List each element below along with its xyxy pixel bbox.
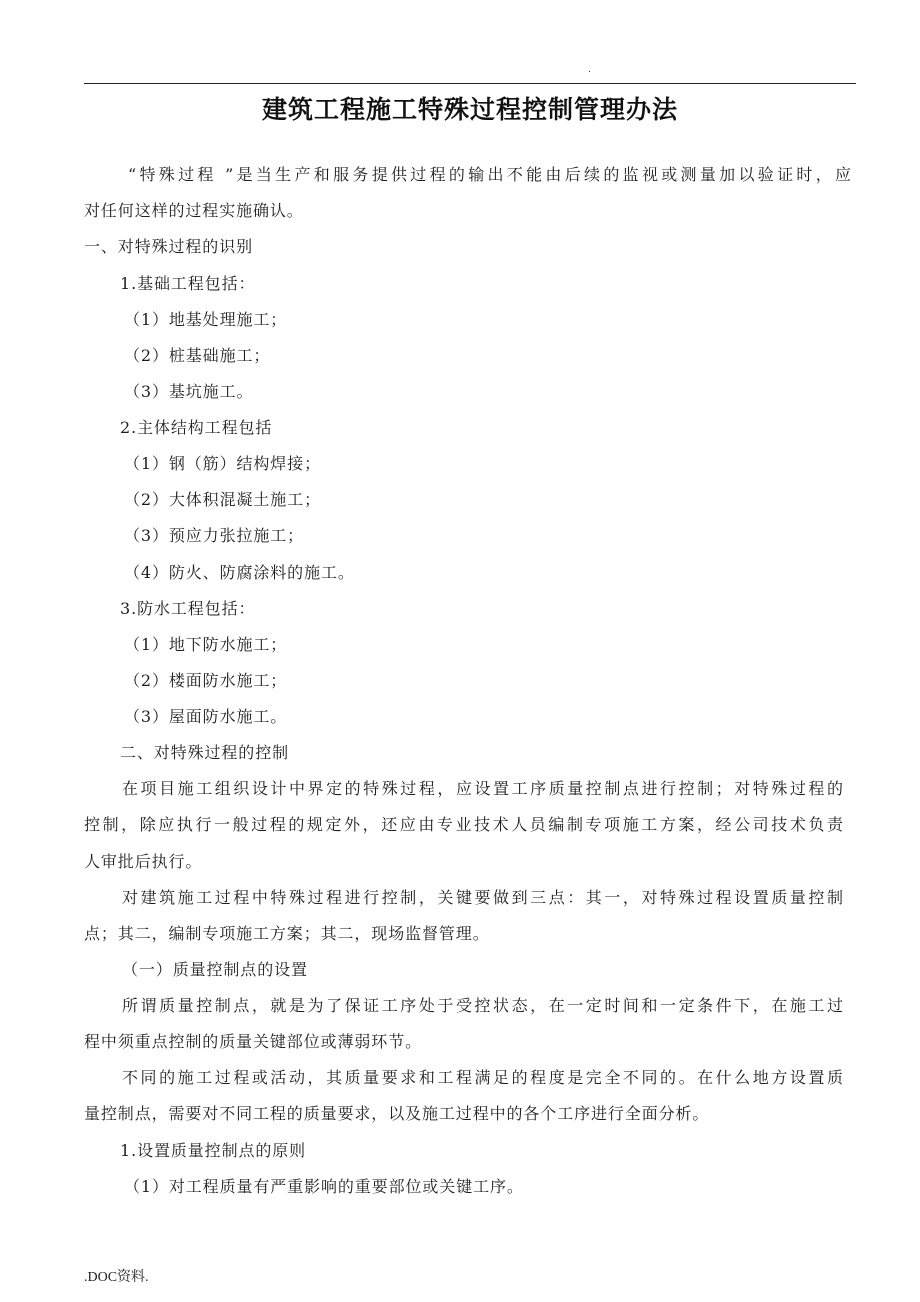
paragraph-line: 程中须重点控制的质量关键部位或薄弱环节。 (84, 1032, 423, 1051)
list-item: （1）钢（筋）结构焊接； (124, 454, 321, 473)
subsection-heading: 3.防水工程包括： (120, 599, 256, 618)
paragraph-line: 量控制点，需要对不同工程的质量要求，以及施工过程中的各个工序进行全面分析。 (84, 1104, 710, 1123)
section-heading: 二、对特殊过程的控制 (120, 743, 290, 762)
document-title: 建筑工程施工特殊过程控制管理办法 (261, 95, 678, 124)
subsection-heading: 2.主体结构工程包括 (120, 418, 273, 437)
list-item: （3）预应力张拉施工； (124, 526, 305, 545)
list-item: （1）对工程质量有严重影响的重要部位或关键工序。 (124, 1177, 524, 1196)
header-dot: . (588, 65, 591, 75)
list-item: （4）防火、防腐涂料的施工。 (124, 563, 355, 582)
paragraph-line: “特殊过程 ”是当生产和服务提供过程的输出不能由后续的监视或测量加以验证时，应 (128, 165, 851, 184)
list-item: （3）基坑施工。 (124, 382, 254, 401)
paragraph-line: 在项目施工组织设计中界定的特殊过程，应设置工序质量控制点进行控制；对特殊过程的 (122, 779, 843, 798)
paragraph-line: 对建筑施工过程中特殊过程进行控制，关键要做到三点：其一，对特殊过程设置质量控制 (122, 888, 843, 907)
paragraph-line: 不同的施工过程或活动，其质量要求和工程满足的程度是完全不同的。在什么地方设置质 (122, 1068, 843, 1087)
subsection-heading: （一）质量控制点的设置 (122, 960, 308, 979)
list-item: （1）地基处理施工； (124, 310, 288, 329)
subsection-heading: 1.设置质量控制点的原则 (120, 1141, 307, 1160)
subsection-heading: 1.基础工程包括： (120, 274, 256, 293)
paragraph-line: 点；其二，编制专项施工方案；其二，现场监督管理。 (84, 924, 490, 943)
list-item: （2）桩基础施工； (124, 346, 271, 365)
paragraph-line: 所谓质量控制点，就是为了保证工序处于受控状态，在一定时间和一定条件下，在施工过 (122, 996, 843, 1015)
page-footer: .DOC资料. (84, 1270, 149, 1285)
paragraph-line: 人审批后执行。 (84, 852, 203, 871)
list-item: （2）楼面防水施工； (124, 671, 288, 690)
list-item: （3）屋面防水施工。 (124, 707, 288, 726)
paragraph-line: 对任何这样的过程实施确认。 (84, 201, 304, 220)
section-heading: 一、对特殊过程的识别 (84, 237, 254, 256)
paragraph-line: 控制，除应执行一般过程的规定外，还应由专业技术人员编制专项施工方案，经公司技术负责 (84, 815, 843, 834)
list-item: （1）地下防水施工； (124, 635, 288, 654)
list-item: （2）大体积混凝土施工； (124, 490, 321, 509)
header-rule (84, 83, 856, 84)
